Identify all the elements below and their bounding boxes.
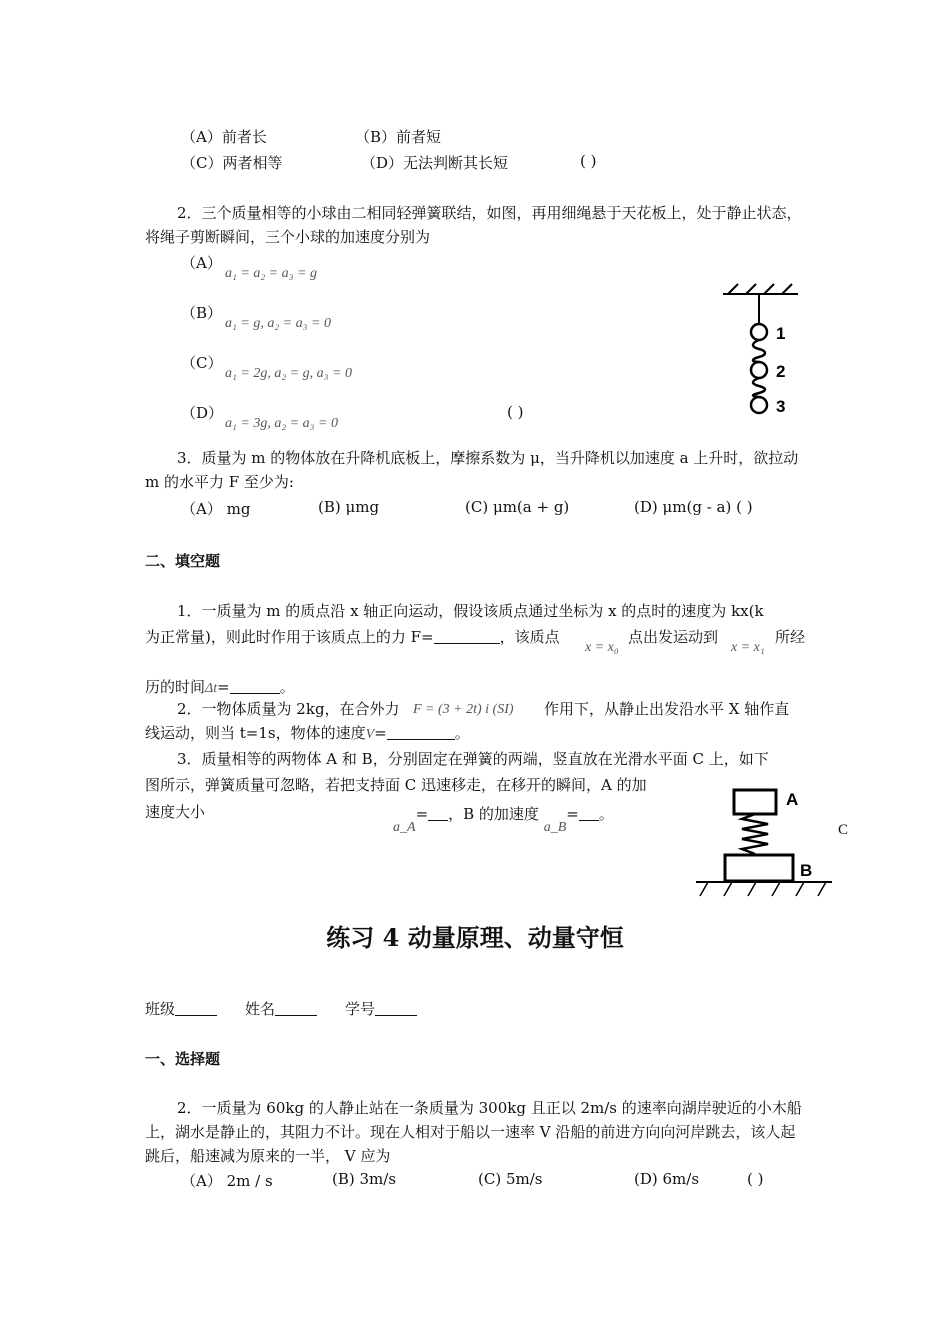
choice2-question: 2．一质量为 60kg 的人静止站在一条质量为 300kg 且正以 2m/s 的速率向湖岸驶近的小木船上，湖水是静止的，其阻力不计。现在人相对于船以一速率 V 沿船的前进方向向河岸跳去，该人起跳后，船速减为原来的一半， V 应为 [145, 1099, 802, 1165]
q2-option-c-label: （C） [181, 354, 223, 372]
q3-option-a: （A） mg [181, 500, 251, 518]
q2-option-d-expr: a₁ = 3g, a₂ = a₃ = 0 [225, 416, 338, 431]
fill2-line2: 线运动，则当 t=1s，物体的速度V= 。 [145, 724, 470, 742]
q2-option-a-expr: a₁ = a₂ = a₃ = g [225, 266, 317, 281]
fill3-line1: 3．质量相等的两物体 A 和 B，分别固定在弹簧的两端，竖直放在光滑水平面 C 上，如下 [177, 750, 769, 768]
q1-option-b: （B）前者短 [355, 128, 442, 146]
fill3-line2: 图所示，弹簧质量可忽略，若把支持面 C 迅速移走，在移开的瞬间，A 的加 [145, 776, 647, 794]
fill1-line2: 为正常量)，则此时作用于该质点上的力 F= ，该质点 [145, 628, 560, 646]
q1-option-d: （D）无法判断其长短 [361, 154, 509, 172]
fill3-expr-aA: a_A [393, 820, 416, 835]
spring-2 [753, 378, 765, 397]
fill3-line3: a_A= ，B 的加速度 a_B= 。 [393, 805, 614, 835]
q3-option-b: (B) μmg [318, 498, 380, 516]
choice2-option-b: (B) 3m/s [332, 1170, 397, 1188]
name-field: 姓名 [245, 998, 317, 1019]
q2-option-c-expr: a₁ = 2g, a₂ = g, a₃ = 0 [225, 366, 352, 381]
ground-hatch [700, 882, 826, 896]
student-id-field: 学号 [345, 998, 417, 1019]
fill1-expr-x1: x = x₁ [731, 640, 765, 655]
fill2-blank-velocity [387, 725, 455, 740]
q1-option-c: （C）两者相等 [181, 154, 283, 172]
fill1-line1: 1．一质量为 m 的质点沿 x 轴正向运动，假设该质点通过坐标为 x 的点时的速度为 kx(k [177, 602, 764, 620]
q3-option-c: (C) μm(a + g) [465, 498, 570, 516]
class-blank [175, 1001, 217, 1016]
q2-option-b-label: （B） [181, 304, 223, 322]
fill2-force-expr: F = (3 + 2t) i (SI) [413, 702, 514, 717]
fill1-line2-end: 所经 [775, 628, 806, 646]
q2-option-a-label: （A） [181, 254, 222, 272]
fill2-line1a: 2．一物体质量为 2kg，在合外力 [177, 700, 400, 718]
block-b [725, 855, 793, 881]
ball-2 [751, 362, 767, 378]
q3-option-d: (D) μm(g - a) ( ) [634, 498, 753, 516]
ball-2-label: 2 [776, 362, 786, 381]
fill1-expr-dt: Δt [205, 681, 218, 696]
q1-answer-paren: ( ) [580, 152, 597, 170]
choice2-option-a: （A） 2m / s [181, 1172, 273, 1190]
q2-option-d-label: （D） [181, 404, 224, 422]
choice2-option-d: (D) 6m/s [634, 1170, 700, 1188]
label-b: B [800, 861, 813, 880]
student-id-blank [375, 1001, 417, 1016]
q2-option-b-expr: a₁ = g, a₂ = a₃ = 0 [225, 316, 331, 331]
fill3-spring-figure [692, 782, 842, 902]
ball-3-label: 3 [776, 397, 786, 416]
ball-1 [751, 324, 767, 340]
exercise-title: 练习 4 动量原理、动量守恒 [326, 923, 624, 952]
choice2-option-c: (C) 5m/s [478, 1170, 543, 1188]
fill1-line3: 历的时间Δt= 。 [145, 678, 295, 696]
fill1-blank-force [434, 629, 500, 644]
fill1-expr-x0: x = x₀ [585, 640, 619, 655]
section-heading-choice: 一、选择题 [145, 1050, 221, 1068]
fill3-expr-aB: a_B [543, 820, 567, 835]
class-field: 班级 [145, 998, 217, 1019]
q2-spring-figure [718, 282, 818, 422]
label-c: C [838, 822, 849, 838]
fill2-expr-v: V [365, 727, 375, 742]
choice2-answer-paren: ( ) [747, 1170, 764, 1188]
q1-option-a: （A）前者长 [181, 128, 267, 146]
ball-1-label: 1 [776, 324, 786, 343]
fill3-blank-aB [579, 806, 599, 821]
fill1-line2-mid: 点出发运动到 [628, 628, 719, 646]
q3-question: 3．质量为 m 的物体放在升降机底板上，摩擦系数为 μ，当升降机以加速度 a 上升时，欲拉动 m 的水平力 F 至少为: [145, 449, 799, 491]
ceiling-hatch [723, 284, 798, 294]
label-a: A [786, 790, 799, 809]
fill3-blank-aA [428, 806, 448, 821]
fill3-line3a: 速度大小 [145, 803, 206, 821]
q2-answer-paren: ( ) [507, 403, 524, 421]
fill1-blank-time [230, 679, 280, 694]
ball-3 [751, 397, 767, 413]
q2-question: 2．三个质量相等的小球由二相同轻弹簧联结，如图，再用细绳悬于天花板上，处于静止状态，将绳子剪断瞬间，三个小球的加速度分别为 [145, 204, 802, 246]
spring-1 [753, 340, 765, 362]
section-heading-fill: 二、填空题 [145, 552, 221, 570]
spring-ab [742, 814, 768, 854]
fill2-line1b: 作用下，从静止出发沿水平 X 轴作直 [544, 700, 790, 718]
name-blank [275, 1001, 317, 1016]
block-a [734, 790, 776, 814]
